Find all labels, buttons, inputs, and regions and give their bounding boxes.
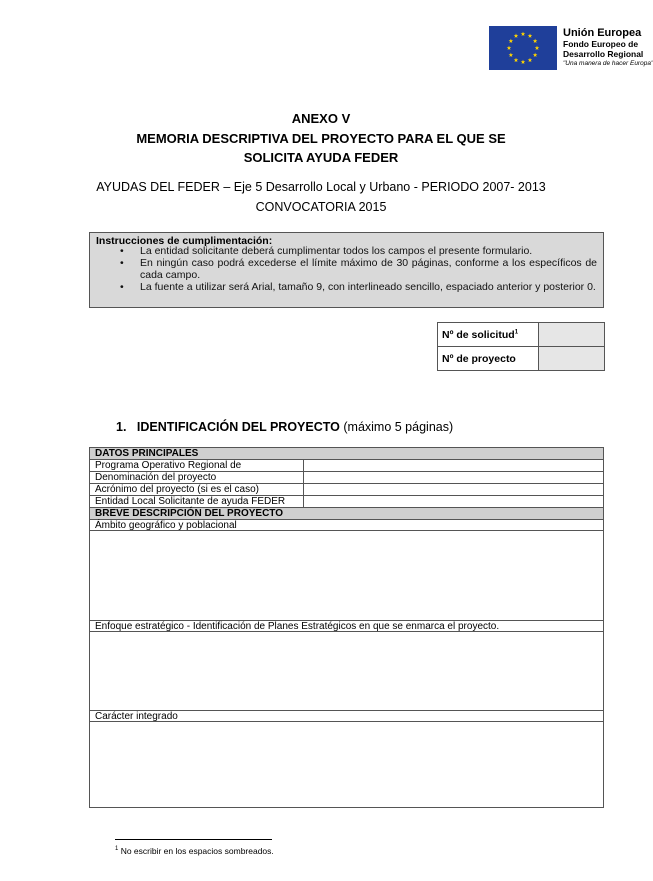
enfoque-label: Enfoque estratégico - Identificación de Planes Estratégicos en que se enmarca el proyecto.	[90, 621, 603, 632]
eu-logo	[489, 26, 653, 78]
annex-title: ANEXO V	[291, 111, 351, 126]
bullet-icon: •	[120, 257, 124, 269]
num-proyecto-field[interactable]	[539, 347, 605, 371]
subtitle-line2: CONVOCATORIA 2015	[255, 200, 387, 214]
footnote-ref: 1	[514, 329, 519, 335]
ambito-label: Ámbito geográfico y poblacional	[90, 520, 603, 531]
field-label: Acrónimo del proyecto (si es el caso)	[90, 484, 304, 495]
document-title-line2: SOLICITA AYUDA FEDER	[243, 150, 399, 165]
form-field-row	[90, 496, 603, 508]
section-heading: IDENTIFICACIÓN DEL PROYECTO	[136, 420, 340, 434]
caracter-label: Carácter integrado	[90, 711, 603, 722]
caracter-textarea[interactable]	[90, 722, 603, 807]
form-field-row	[90, 460, 603, 472]
instructions-title: Instrucciones de cumplimentación:	[96, 235, 273, 247]
footnote-text: No escribir en los espacios sombreados.	[118, 846, 274, 856]
field-label: Denominación del proyecto	[90, 472, 304, 483]
footnote-number: 1	[115, 846, 119, 853]
instruction-text: La entidad solicitante deberá cumplimentar todos los campos el presente formulario.	[140, 245, 533, 257]
footnote-separator	[115, 839, 272, 840]
bullet-icon: •	[120, 281, 124, 293]
programa-operativo-input[interactable]	[304, 460, 603, 471]
project-identification-form	[89, 447, 604, 808]
ambito-textarea[interactable]	[90, 531, 603, 621]
solicitud-table	[437, 322, 605, 371]
document-title-line1: MEMORIA DESCRIPTIVA DEL PROYECTO PARA EL QUE SE	[136, 131, 506, 146]
denominacion-input[interactable]	[304, 472, 603, 483]
enfoque-textarea[interactable]	[90, 632, 603, 711]
instruction-item	[120, 245, 605, 257]
form-field-row	[90, 472, 603, 484]
instruction-text: En ningún caso podrá excederse el límite máximo de 30 páginas, conforme a los específicos de cada campo.	[140, 257, 597, 281]
num-solicitud-field[interactable]	[539, 323, 605, 347]
entidad-local-input[interactable]	[304, 496, 603, 507]
instruction-item	[120, 257, 605, 281]
footnote	[115, 846, 274, 856]
eu-fund-line2: Desarrollo Regional	[563, 49, 644, 59]
acronimo-input[interactable]	[304, 484, 603, 495]
eu-flag-icon	[489, 26, 557, 70]
form-field-row	[90, 484, 603, 496]
eu-title: Unión Europea	[563, 27, 642, 39]
breve-descripcion-header: BREVE DESCRIPCIÓN DEL PROYECTO	[90, 508, 603, 520]
subtitle-axis: Eje 5 Desarrollo Local y Urbano - PERIODO 2007- 2013	[233, 180, 546, 194]
eu-fund-line: Fondo Europeo de	[563, 39, 639, 49]
field-label: Programa Operativo Regional de	[90, 460, 304, 471]
section-number: 1.	[116, 420, 127, 434]
section-1-title	[116, 420, 453, 434]
subtitle-prefix: AYUDAS DEL FEDER –	[96, 180, 234, 194]
instructions-list	[90, 245, 605, 293]
section-note: (máximo 5 páginas)	[339, 420, 454, 434]
num-proyecto-label: Nº de proyecto	[438, 347, 539, 371]
datos-principales-header: DATOS PRINCIPALES	[90, 448, 603, 460]
bullet-icon: •	[120, 245, 124, 257]
subtitle-line1	[0, 180, 642, 194]
eu-slogan: "Una manera de hacer Europa"	[563, 60, 653, 67]
instruction-item	[120, 281, 605, 293]
eu-logo-text	[563, 27, 653, 68]
field-label: Entidad Local Solicitante de ayuda FEDER	[90, 496, 304, 507]
instructions-box	[89, 232, 604, 308]
instruction-text: La fuente a utilizar será Arial, tamaño 9, con interlineado sencillo, espaciado anterior y posterior 0.	[140, 281, 596, 293]
num-solicitud-label: Nº de solicitud$^1$	[438, 323, 539, 347]
